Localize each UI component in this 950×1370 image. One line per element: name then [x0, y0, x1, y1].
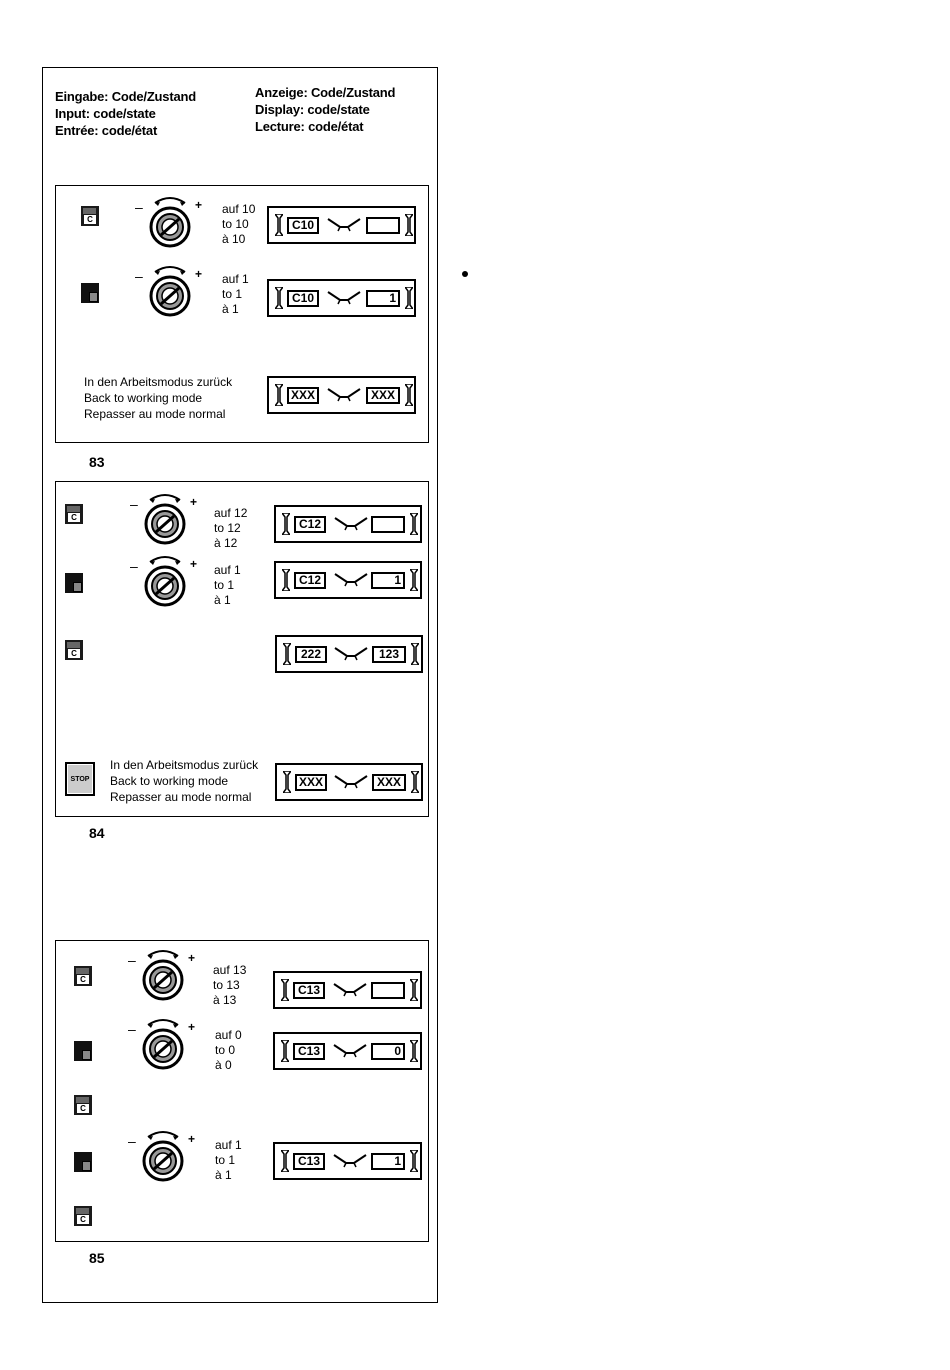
rotary-knob-icon[interactable] [128, 1015, 198, 1075]
code-field: C13 [293, 982, 325, 999]
code-field: C10 [287, 217, 319, 234]
display-header-fr: Lecture: code/état [255, 119, 364, 134]
wheel-icon [333, 773, 371, 789]
svg-text:–: – [130, 558, 138, 574]
display-end-icon [282, 569, 290, 591]
enter-key-icon[interactable] [74, 1152, 92, 1172]
c-key-icon[interactable]: C [81, 206, 99, 226]
display-header-en: Display: code/state [255, 102, 370, 117]
code-field: C12 [294, 572, 326, 589]
display-end-icon [410, 1150, 418, 1172]
display-end-icon [281, 1150, 289, 1172]
c-key-icon[interactable]: C [74, 1095, 92, 1115]
enter-key-icon[interactable] [81, 283, 99, 303]
step-text: auf 12 to 12 à 12 [214, 506, 248, 550]
input-header-fr: Entrée: code/état [55, 123, 158, 138]
svg-text:+: + [190, 557, 198, 571]
svg-text:+: + [195, 267, 203, 281]
display-panel [267, 206, 416, 244]
svg-text:–: – [128, 952, 136, 968]
display-header-de: Anzeige: Code/Zustand [255, 85, 396, 100]
svg-text:+: + [188, 1020, 196, 1034]
wheel-icon [326, 289, 364, 305]
svg-text:+: + [195, 198, 203, 212]
display-panel [275, 635, 423, 673]
back-to-mode-text: In den Arbeitsmodus zurück Back to working mode Repasser au mode normal [110, 758, 259, 804]
display-end-icon [410, 1040, 418, 1062]
code-field: 222 [295, 646, 327, 663]
step-text: auf 1 to 1 à 1 [215, 1138, 242, 1182]
display-end-icon [282, 513, 290, 535]
value-field [366, 217, 400, 234]
display-panel [273, 971, 422, 1009]
rotary-knob-icon[interactable] [135, 193, 205, 253]
bullet-mark [462, 271, 468, 277]
wheel-icon [332, 1042, 370, 1058]
svg-text:–: – [128, 1133, 136, 1149]
display-end-icon [281, 1040, 289, 1062]
display-end-icon [283, 771, 291, 793]
display-panel [275, 763, 423, 801]
c-key-icon[interactable]: C [74, 966, 92, 986]
code-field: C12 [294, 516, 326, 533]
step-text: auf 1 to 1 à 1 [214, 563, 241, 607]
display-end-icon [405, 214, 413, 236]
code-field: XXX [287, 387, 319, 404]
figure-number: 84 [89, 825, 105, 841]
wheel-icon [326, 386, 364, 402]
step-text: auf 0 to 0 à 0 [215, 1028, 242, 1072]
input-header-en: Input: code/state [55, 106, 156, 121]
display-end-icon [411, 771, 419, 793]
rotary-knob-icon[interactable] [128, 1127, 198, 1187]
c-key-icon[interactable]: C [65, 640, 83, 660]
svg-text:–: – [130, 496, 138, 512]
display-end-icon [410, 569, 418, 591]
value-field: XXX [366, 387, 400, 404]
display-panel [267, 376, 416, 414]
input-header-de: Eingabe: Code/Zustand [55, 89, 196, 104]
display-end-icon [283, 643, 291, 665]
value-field [371, 982, 405, 999]
display-end-icon [275, 384, 283, 406]
display-end-icon [410, 979, 418, 1001]
wheel-icon [332, 1152, 370, 1168]
value-field: 123 [372, 646, 406, 663]
value-field [371, 516, 405, 533]
wheel-icon [332, 981, 370, 997]
step-text: auf 10 to 10 à 10 [222, 202, 256, 246]
display-end-icon [275, 287, 283, 309]
value-field: 1 [371, 1153, 405, 1170]
display-panel [273, 1032, 422, 1070]
value-field: 1 [366, 290, 400, 307]
code-field: XXX [295, 774, 327, 791]
display-end-icon [405, 384, 413, 406]
wheel-icon [333, 645, 371, 661]
svg-text:+: + [188, 951, 196, 965]
value-field: 0 [371, 1043, 405, 1060]
figure-number: 83 [89, 454, 105, 470]
svg-text:–: – [135, 268, 143, 284]
svg-text:–: – [128, 1021, 136, 1037]
step-text: auf 1 to 1 à 1 [222, 272, 249, 316]
wheel-icon [333, 515, 371, 531]
display-end-icon [410, 513, 418, 535]
svg-text:+: + [190, 495, 198, 509]
display-end-icon [411, 643, 419, 665]
rotary-knob-icon[interactable] [128, 946, 198, 1006]
display-end-icon [405, 287, 413, 309]
code-field: C13 [293, 1043, 325, 1060]
rotary-knob-icon[interactable] [130, 552, 200, 612]
code-field: C13 [293, 1153, 325, 1170]
display-end-icon [275, 214, 283, 236]
figure-number: 85 [89, 1250, 105, 1266]
display-panel [274, 561, 422, 599]
enter-key-icon[interactable] [74, 1041, 92, 1061]
display-end-icon [281, 979, 289, 1001]
value-field: 1 [371, 572, 405, 589]
enter-key-icon[interactable] [65, 573, 83, 593]
value-field: XXX [372, 774, 406, 791]
rotary-knob-icon[interactable] [135, 262, 205, 322]
code-field: C10 [287, 290, 319, 307]
display-header [255, 84, 395, 135]
back-to-mode-text: In den Arbeitsmodus zurück Back to working mode Repasser au mode normal [84, 375, 233, 421]
input-header [55, 88, 196, 139]
step-text: auf 13 to 13 à 13 [213, 963, 247, 1007]
wheel-icon [333, 571, 371, 587]
svg-text:+: + [188, 1132, 196, 1146]
svg-text:–: – [135, 199, 143, 215]
display-panel [274, 505, 422, 543]
c-key-icon[interactable]: C [74, 1206, 92, 1226]
c-key-icon[interactable]: C [65, 504, 83, 524]
display-panel [273, 1142, 422, 1180]
display-panel [267, 279, 416, 317]
stop-key-icon[interactable]: STOP [65, 762, 95, 796]
wheel-icon [326, 216, 364, 232]
rotary-knob-icon[interactable] [130, 490, 200, 550]
